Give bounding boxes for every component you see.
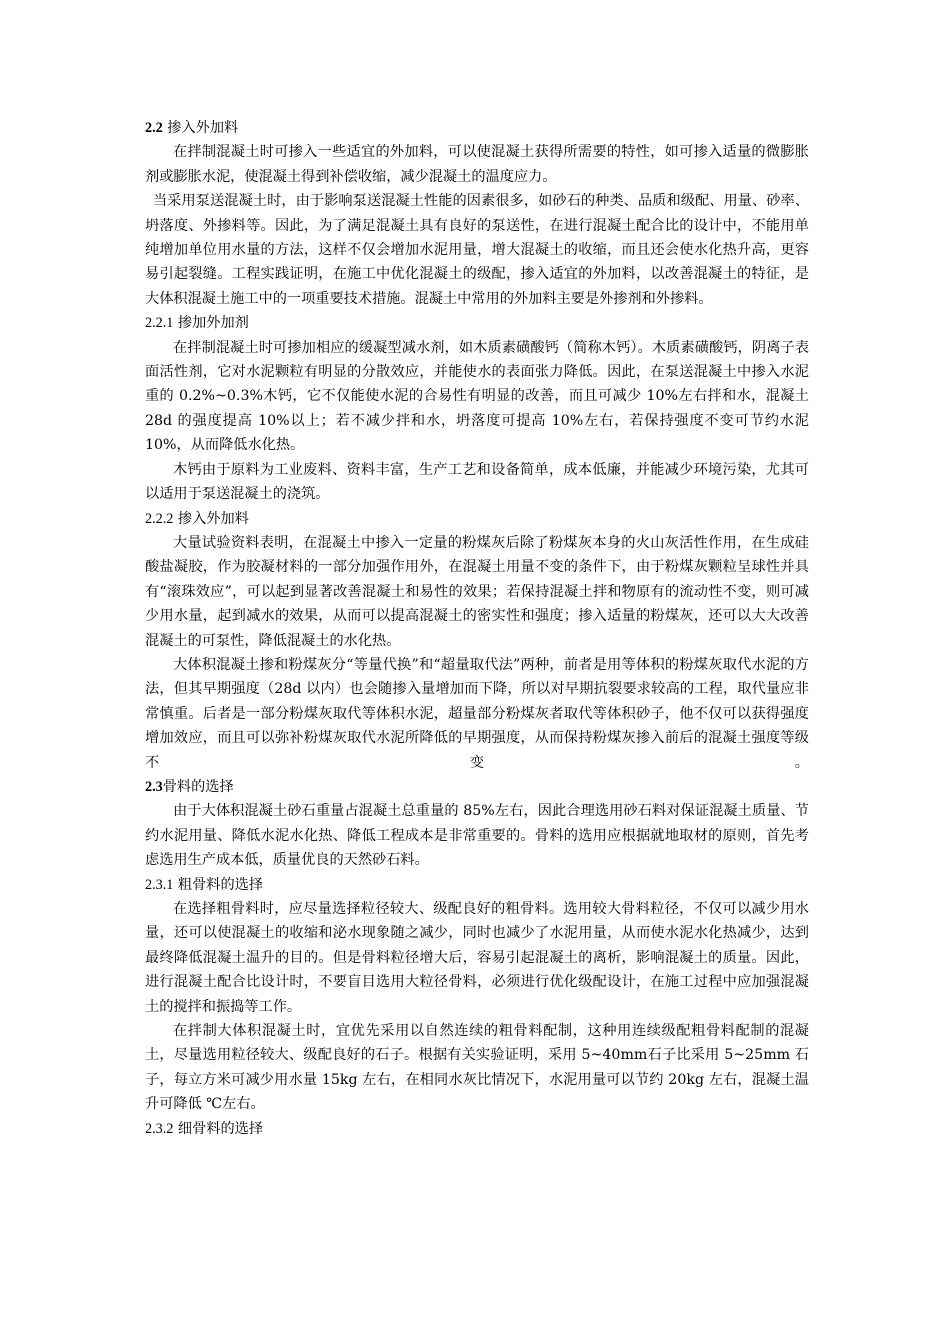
section-number: 2.3 bbox=[145, 778, 163, 795]
section-heading-2-3-2 bbox=[145, 1117, 809, 1141]
section-title: 细骨料的选择 bbox=[177, 1120, 264, 1137]
section-heading-2-3 bbox=[145, 775, 809, 799]
section-number: 2.3.2 bbox=[145, 1120, 174, 1137]
section-title: 骨料的选择 bbox=[162, 778, 234, 795]
paragraph: 在拌制混凝土时可掺入一些适宜的外加料，可以使混凝土获得所需要的特性，如可掺入适量的微膨胀剂或膨胀水泥，使混凝土得到补偿收缩，减少混凝土的温度应力。 bbox=[145, 144, 809, 185]
section-heading-2-3-1 bbox=[145, 873, 809, 897]
section-heading-2-2-1 bbox=[145, 311, 809, 335]
paragraph: 木钙由于原料为工业废料、资料丰富，生产工艺和设备简单，成本低廉，并能减少环境污染，尤其可以适用于泵送混凝土的浇筑。 bbox=[145, 461, 809, 503]
paragraph: 由于大体积混凝土砂石重量占混凝土总重量的 85%左右，因此合理选用砂石料对保证混凝土质量、节约水泥用量、降低水泥水化热、降低工程成本是非常重要的。骨料的选用应根据就地取材的原则，首先考虑选用生产成本低，质量优良的天然砂石料。 bbox=[145, 803, 809, 869]
section-title: 掺入外加料 bbox=[167, 120, 239, 136]
paragraph: 大量试验资料表明，在混凝土中掺入一定量的粉煤灰后除了粉煤灰本身的火山灰活性作用，在生成硅酸盐凝胶，作为胶凝材料的一部分加强作用外，在混凝土用量不变的条件下，由于粉煤灰颗粒呈球性并具有“滚珠效应”，可以起到显著改善混凝土和易性的效果；若保持混凝土拌和物原有的流动性不变，则可减少用水量，起到减水的效果，从而可以提高混凝土的密实性和强度；掺入适量的粉煤灰，还可以大大改善混凝土的可泵性，降低混凝土的水化热。 bbox=[145, 534, 809, 649]
section-title: 掺加外加剂 bbox=[177, 315, 249, 332]
section-number: 2.3.1 bbox=[145, 876, 174, 893]
section-heading-2-2 bbox=[145, 116, 809, 140]
paragraph: 大体积混凝土掺和粉煤灰分“等量代换”和“超量取代法”两种，前者是用等体积的粉煤灰取代水泥的方法，但其早期强度（28d 以内）也会随掺入量增加而下降，所以对早期抗裂要求较高的工程，取代量应非常慎重。后者是一部分粉煤灰取代等体积水泥，超量部分粉煤灰者取代等体积砂子，他不仅可以获得强度增加效应，而且可以弥补粉煤灰取代水泥所降低的早期强度，从而保持粉煤灰掺入前后的混凝土强度等级不变。 bbox=[145, 656, 809, 771]
section-number: 2.2.2 bbox=[145, 510, 174, 527]
document-body bbox=[145, 116, 809, 1141]
paragraph: 在拌制大体积混凝土时，宜优先采用以自然连续的粗骨料配制，这种用连续级配粗骨料配制的混凝土，尽量选用粒径较大、级配良好的石子。根据有关实验证明，采用 5~40mm石子比采用 5~25mm 石子，每立方米可减少用水量 15kg 左右，在相同水灰比情况下，水泥用量可以节约 20kg 左右，混凝土温升可降低 ℃左右。 bbox=[145, 1023, 809, 1113]
section-number: 2.2 bbox=[145, 120, 163, 136]
section-number: 2.2.1 bbox=[145, 315, 174, 332]
section-title: 粗骨料的选择 bbox=[177, 876, 264, 893]
section-title: 掺入外加料 bbox=[177, 510, 249, 527]
paragraph: 当采用泵送混凝土时，由于影响泵送混凝土性能的因素很多，如砂石的种类、品质和级配、用量、砂率、坍落度、外掺料等。因此，为了满足混凝土具有良好的泵送性，在进行混凝土配合比的设计中，不能用单纯增加单位用水量的方法，这样不仅会增加水泥用量，增大混凝土的收缩，而且还会使水化热升高，更容易引起裂缝。工程实践证明，在施工中优化混凝土的级配，掺入适宜的外加料，以改善混凝土的特征，是大体积混凝土施工中的一项重要技术措施。混凝土中常用的外加料主要是外掺剂和外掺料。 bbox=[145, 193, 809, 307]
section-heading-2-2-2 bbox=[145, 507, 809, 531]
paragraph: 在选择粗骨料时，应尽量选择粒径较大、级配良好的粗骨料。选用较大骨料粒径，不仅可以减少用水量，还可以使混凝土的收缩和泌水现象随之减少，同时也减少了水泥用量，从而使水泥水化热减少，达到最终降低混凝土温升的目的。但是骨料粒径增大后，容易引起混凝土的离析，影响混凝土的质量。因此，进行混凝土配合比设计时，不要盲目选用大粒径骨料，必须进行优化级配设计，在施工过程中应加强混凝土的搅拌和振捣等工作。 bbox=[145, 901, 809, 1015]
paragraph: 在拌制混凝土时可掺加相应的缓凝型减水剂，如木质素磺酸钙（简称木钙）。木质素磺酸钙，阴离子表面活性剂，它对水泥颗粒有明显的分散效应，并能使水的表面张力降低。因此，在泵送混凝土中掺入水泥重的 0.2%~0.3%木钙，它不仅能使水泥的合易性有明显的改善，而且可减少 10%左右拌和水，混凝土 28d 的强度提高 10%以上；若不减少拌和水，坍落度可提高 10%左右，若保持强度不变可节约水泥 10%，从而降低水化热。 bbox=[145, 339, 809, 454]
